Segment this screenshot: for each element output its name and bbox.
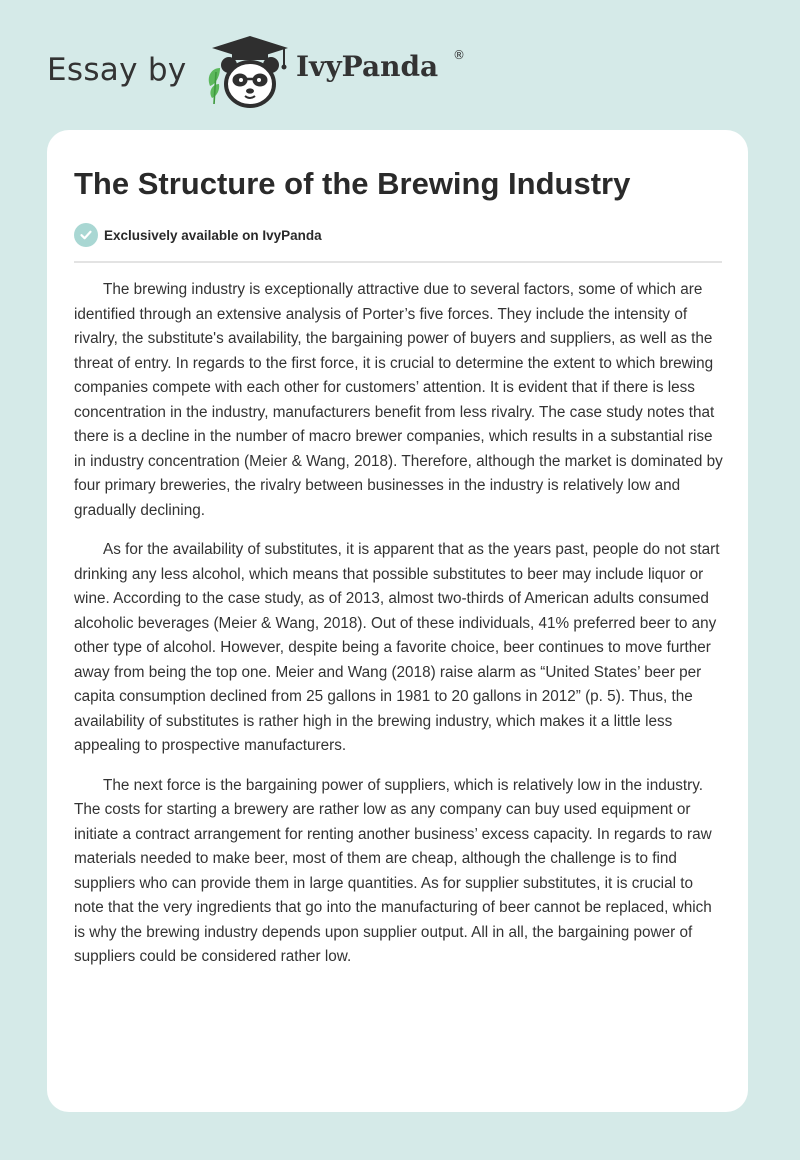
check-icon [74, 223, 98, 247]
essay-body [74, 278, 724, 985]
divider [74, 261, 722, 263]
exclusive-label: Exclusively available on IvyPanda [104, 227, 322, 243]
page-title: The Structure of the Brewing Industry [74, 166, 631, 201]
paragraph: The brewing industry is exceptionally attractive due to several factors, some of which are identified through an extensive analysis of Porter’s five forces. They include the intensity of rivalry, the substitute's availability, the bargaining power of buyers and suppliers, as well as the threat of entry. In regards to the first force, it is crucial to determine the extent to which brewing companies compete with each other for customers’ attention. It is evident that if there is less concentration in the industry, manufacturers benefit from less rivalry. The case study notes that there is a decline in the number of macro brewer companies, which results in a substantial rise in industry concentration (Meier & Wang, 2018). Therefore, although the market is dominated by four primary breweries, the rivalry between businesses in the industry is relatively low and gradually declining. [74, 281, 723, 519]
essay-card [47, 130, 748, 1112]
panda-logo-icon[interactable] [202, 34, 292, 110]
brand-name[interactable]: IvyPanda [296, 50, 439, 83]
essay-by-label: Essay by [47, 52, 187, 88]
site-header [47, 34, 547, 110]
paragraph: The next force is the bargaining power of suppliers, which is relatively low in the industry. The costs for starting a brewery are rather low as any company can buy used equipment or initiate a contract arrangement for renting another business’ excess capacity. In regards to raw materials needed to make beer, most of them are cheap, although the challenge is to find suppliers who can provide them in large quantities. As for supplier substitutes, it is crucial to note that the very ingredients that go into the manufacturing of beer cannot be replaced, which is why the brewing industry depends upon supplier output. All in all, the bargaining power of suppliers could be considered rather low. [74, 776, 712, 965]
paragraph: As for the availability of substitutes, it is apparent that as the years past, people do not start drinking any less alcohol, which means that possible substitutes to beer may include liquor or wine. According to the case study, as of 2013, almost two-thirds of American adults consumed alcoholic beverages (Meier & Wang, 2018). Out of these individuals, 41% preferred beer to any other type of alcohol. However, despite being a favorite choice, beer continues to move further away from being the top one. Meier and Wang (2018) raise alarm as “United States’ beer per capita consumption declined from 25 gallons in 1981 to 20 gallons in 2012” (p. 5). Thus, the availability of substitutes is rather high in the brewing industry, which makes it a little less appealing to prospective manufacturers. [74, 541, 720, 754]
registered-mark: ® [453, 48, 465, 62]
exclusive-badge [74, 222, 322, 248]
